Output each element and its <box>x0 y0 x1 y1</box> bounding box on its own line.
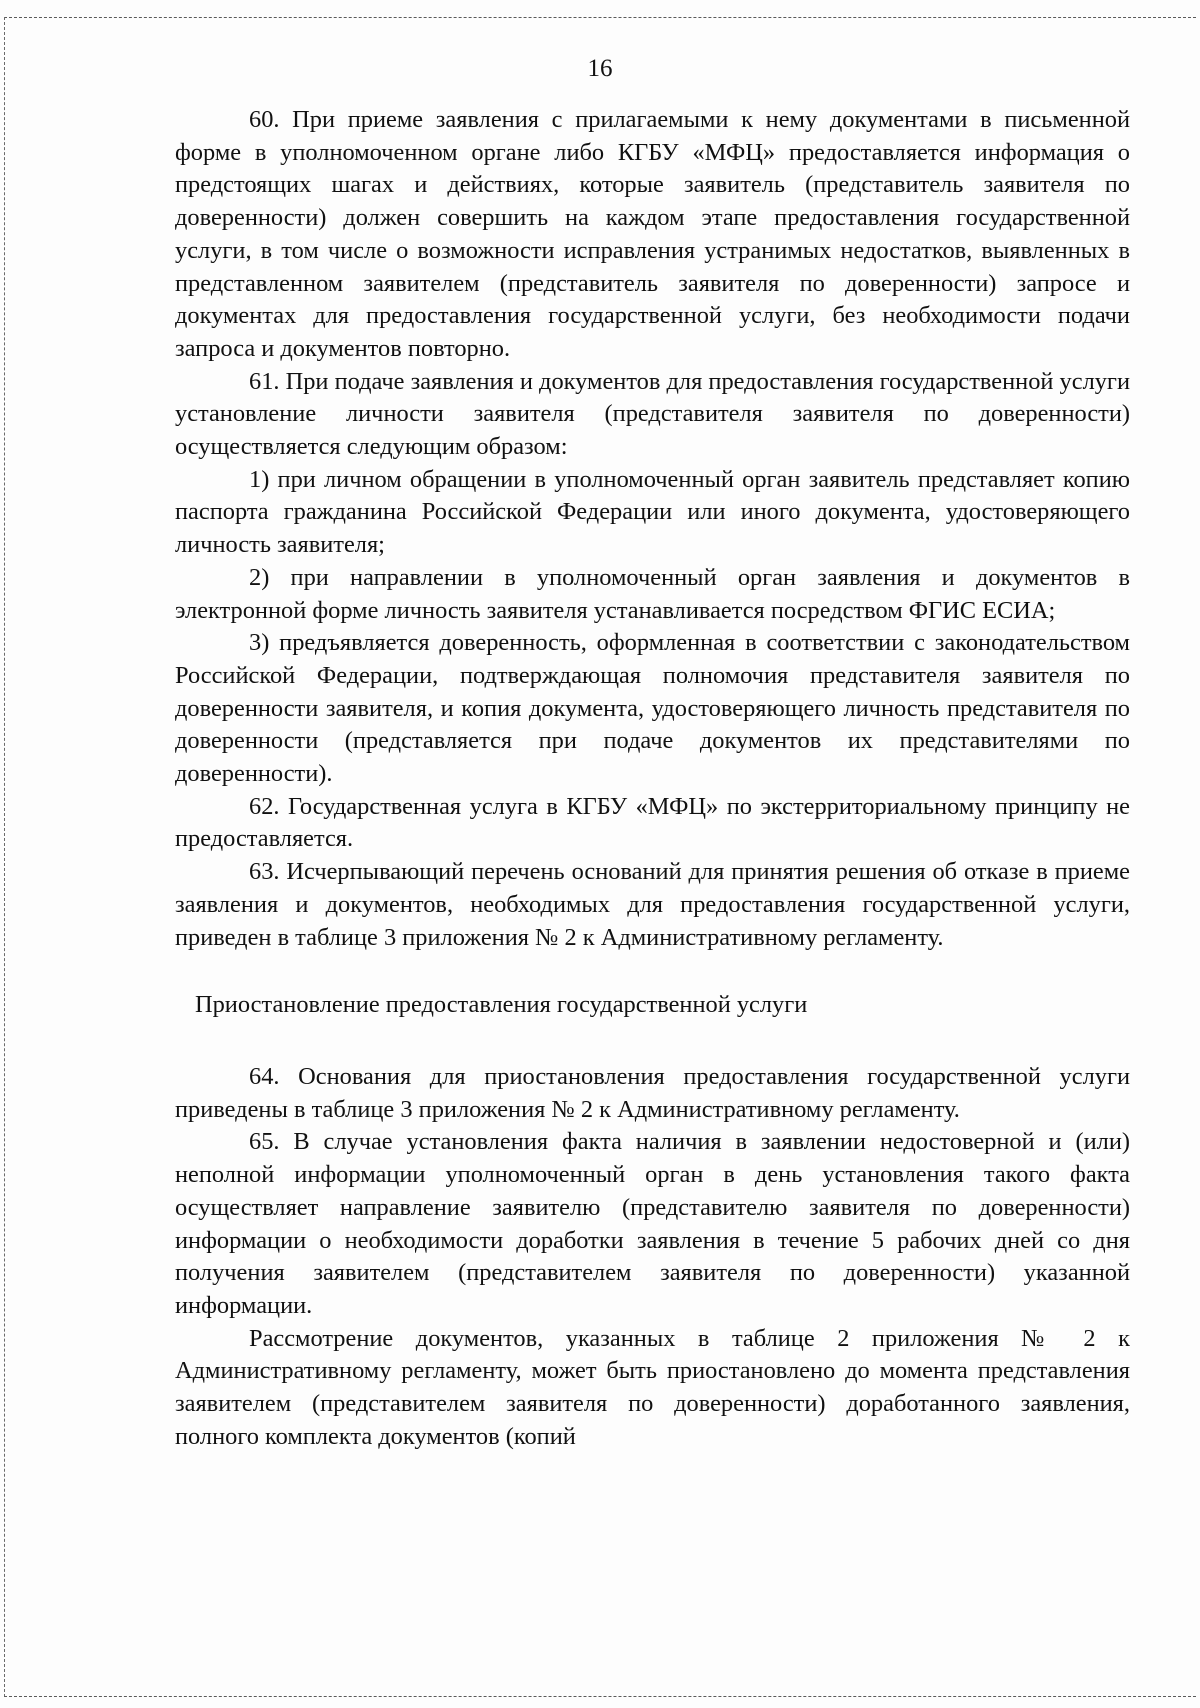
scan-border-top <box>4 17 1196 18</box>
page-number: 16 <box>587 55 613 82</box>
scan-border-left <box>4 17 5 1697</box>
scan-border-bottom <box>4 1696 1196 1697</box>
paragraph-65-continued: Рассмотрение документов, указанных в таблице 2 приложения № 2 к Административному регламенту, может быть приостановлено до момента представления заявителем (представителем заявителя по доверенности) доработанного заявления, полного комплекта документов (копий <box>175 1324 1130 1450</box>
paragraph-64: 64. Основания для приостановления предоставления государственной услуги приведены в таблице 3 приложения № 2 к Административному регламенту. <box>175 1062 1130 1123</box>
document-body <box>175 104 1130 1453</box>
paragraph-65: 65. В случае установления факта наличия в заявлении недостоверной и (или) неполной информации уполномоченный орган в день установления такого факта осуществляет направление заявителю (представителю заявителя по доверенности) информации о необходимости доработки заявления в течение 5 рабочих дней со дня получения заявителем (представителем заявителя по доверенности) указанной информации. <box>175 1128 1130 1319</box>
paragraph-61-item-3: 3) предъявляется доверенность, оформленная в соответствии с законодательством Российской Федерации, подтверждающая полномочия представителя заявителя по доверенности заявителя, и копия документа, удостоверяющего личность представителя по доверенности (представляется при подаче документов их представителями по доверенности). <box>175 629 1130 788</box>
paragraph-61-item-2: 2) при направлении в уполномоченный орган заявления и документов в электронной форме личность заявителя устанавливается посредством ФГИС ЕСИА; <box>175 563 1130 624</box>
paragraph-61-item-1: 1) при личном обращении в уполномоченный орган заявитель представляет копию паспорта гражданина Российской Федерации или иного документа, удостоверяющего личность заявителя; <box>175 465 1130 559</box>
paragraph-62: 62. Государственная услуга в КГБУ «МФЦ» по экстерриториальному принципу не предоставляется. <box>175 792 1130 853</box>
paragraph-61: 61. При подаче заявления и документов для предоставления государственной услуги установление личности заявителя (представителя заявителя по доверенности) осуществляется следующим образом: <box>175 367 1130 461</box>
paragraph-60: 60. При приеме заявления с прилагаемыми к нему документами в письменной форме в уполномоченном органе либо КГБУ «МФЦ» предоставляется информация о предстоящих шагах и действиях, которые заявитель (представитель заявителя по доверенности) должен совершить на каждом этапе предоставления государственной услуги, в том числе о возможности исправления устранимых недостатков, выявленных в представленном заявителем (представитель заявителя по доверенности) запросе и документах для предоставления государственной услуги, без необходимости подачи запроса и документов повторно. <box>175 106 1130 362</box>
section-heading: Приостановление предоставления государственной услуги <box>195 991 808 1019</box>
paragraph-63: 63. Исчерпывающий перечень оснований для принятия решения об отказе в приеме заявления и документов, необходимых для предоставления государственной услуги, приведен в таблице 3 приложения № 2 к Административному регламенту. <box>175 858 1130 951</box>
